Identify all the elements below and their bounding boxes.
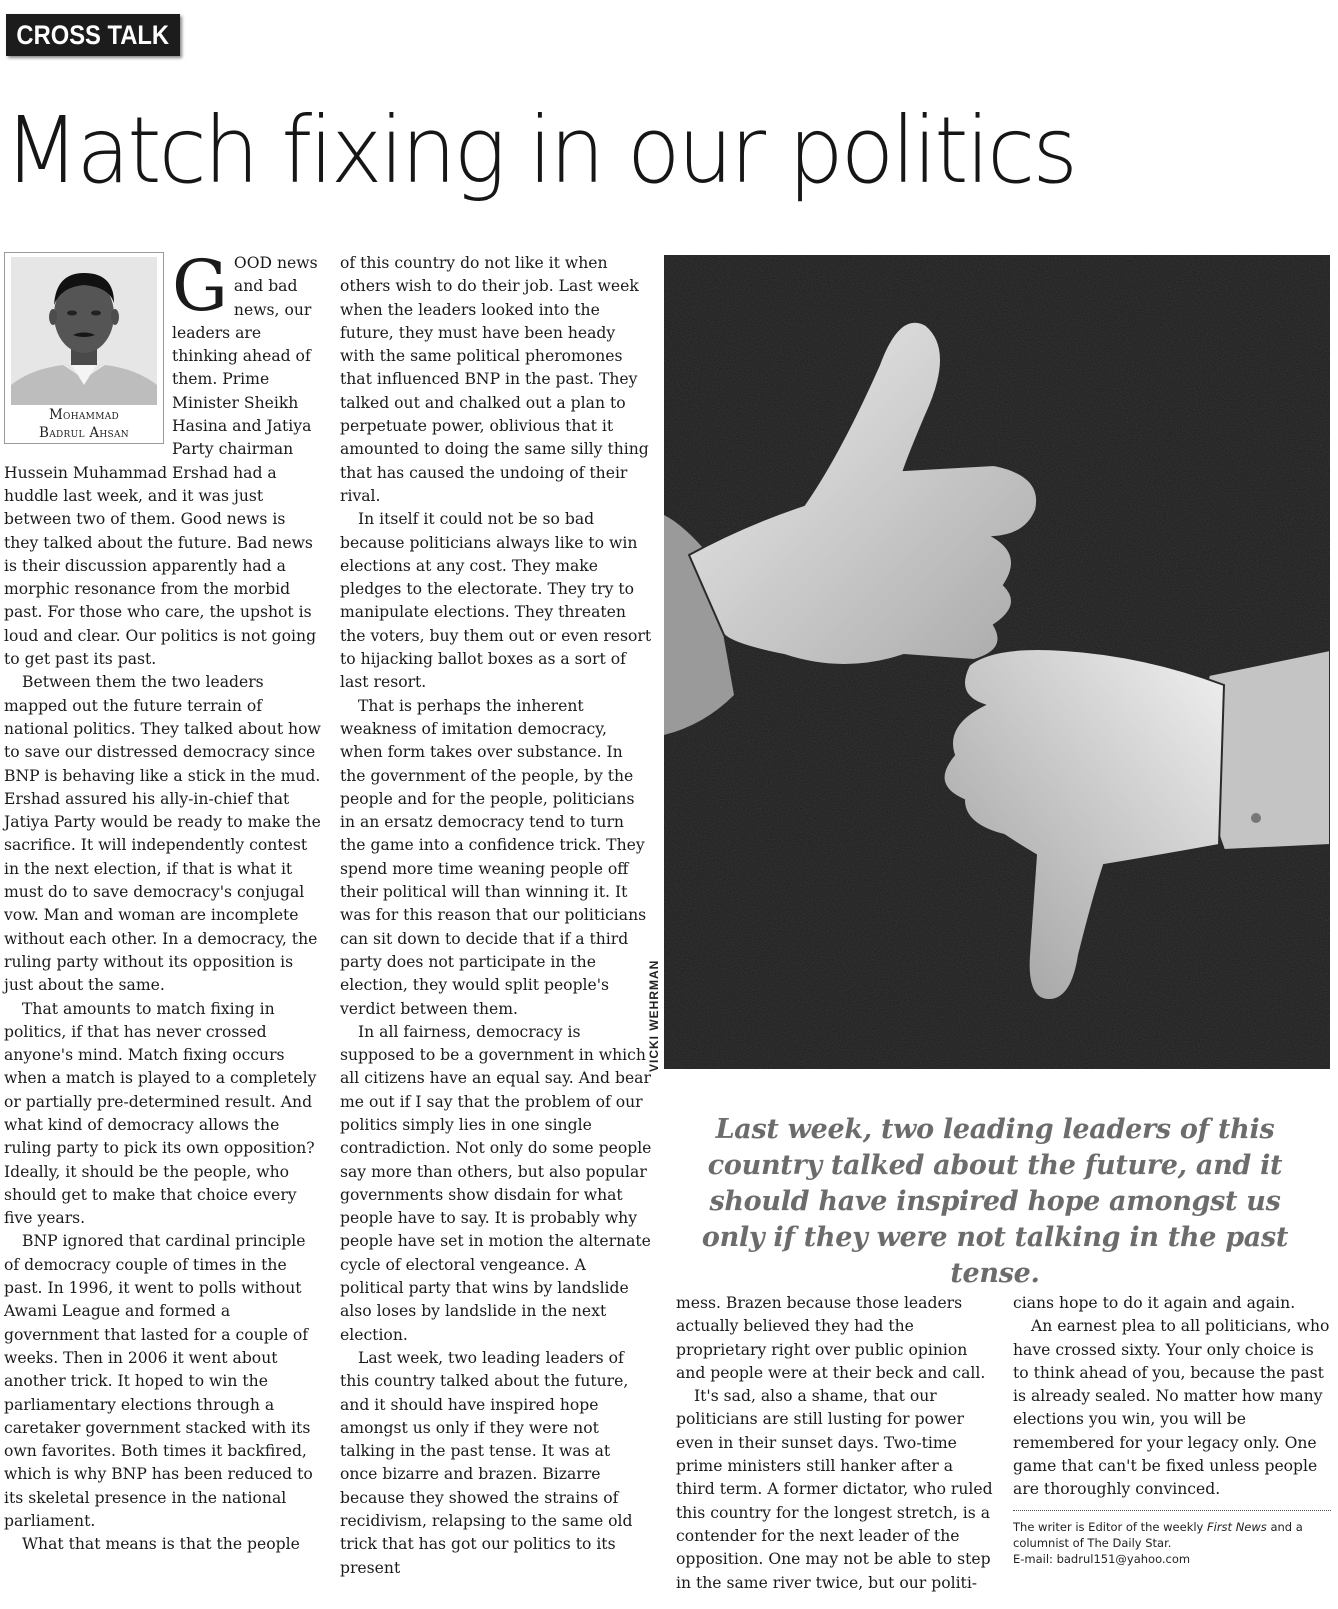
paragraph-4: BNP ignored that cardinal principle of democracy couple of times in the past. In 1996, it went to polls without Awami League and formed a government that lasted for a couple of weeks. Then in 2006 it went about another trick. It hoped to win the parliamentary elections through a caretaker government stacked with its own favorites. Both times it backfired, which is why BNP has been reduced to its skeletal presence in the national parliament. xyxy=(4,1232,313,1531)
footnote-email: E-mail: badrul151@yahoo.com xyxy=(1013,1551,1191,1566)
paragraph-5-continued: of this country do not like it when others wish to do their job. Last week when the leaders looked into the future, they must have been heady with the same political pheromones that influenced BNP in the past. They talked out and chalked out a plan to perpetuate power, oblivious that it amounted to doing the same silly thing that has caused the undoing of their rival. xyxy=(340,254,649,505)
article-column-2 xyxy=(340,252,652,1580)
author-name-line2: Badrul Ahsan xyxy=(38,425,129,441)
paragraph-1-text: news and bad news, our leaders are thinking ahead of them. Prime Minister Sheikh Hasina and Jatiya Party chairman Hussein Muhammad Ershad had a huddle last week, and it was just between two of them. Good news is they talked about the future. Bad news is their discussion apparently had a morphic resonance from the morbid past. For those who care, the upshot is loud and clear. Our politics is not going to get past its past. xyxy=(4,254,318,669)
illustration-credit: VICKI WEHRMAN xyxy=(647,959,661,1072)
drop-cap: G xyxy=(172,245,228,327)
paragraph-11: An earnest plea to all politicians, who have crossed sixty. Your only choice is to think ahead of you, because the past is already sealed. No matter how many elections you win, you will be remembered for your legacy only. One game that can't be fixed unless people are thoroughly convinced. xyxy=(1013,1317,1330,1499)
author-name-line1: Mohammad xyxy=(48,407,120,423)
paragraph-10: It's sad, also a shame, that our politicians are still lusting for power even in their sunset days. Two-time prime ministers still hanker after a third term. A former dictator, who ruled this country for the longest stretch, is a contender for the next leader of the opposition. One may not be able to step in the same river twice, but our politi- xyxy=(676,1387,993,1592)
lead-caps: OOD xyxy=(233,254,272,272)
paragraph-2: Between them the two leaders mapped out the future terrain of national politics. They talked about how to save our distressed democracy since BNP is behaving like a stick in the mud. Ershad assured his ally-in-chief that Jatiya Party would be ready to make the sacrifice. It will independently contest in the next election, if that is what it must do to save democracy's conjugal vow. Man and woman are incomplete without each other. In a democracy, the ruling party without its opposition is just about the same. xyxy=(4,673,321,995)
paragraph-6: In itself it could not be so bad because politicians always like to win elections at any cost. They make pledges to the electorate. They try to manipulate elections. They threaten the voters, buy them out or even resort to hijacking ballot boxes as a sort of last resort. xyxy=(340,510,652,692)
footnote-text-1: The writer is Editor of the weekly xyxy=(1013,1519,1208,1534)
footnote-text-2: and a columnist of The Daily Star. xyxy=(1013,1519,1303,1550)
paragraph-7: That is perhaps the inherent weakness of imitation democracy, when form takes over substance. In the government of the people, by the people and for the people, politicians in an ersatz democracy tend to turn the game into a confidence trick. They spend more time weaning people off their political will than winning it. It was for this reason that our politicians can sit down to decide that if a third party does not participate in the election, they would split people's verdict between them. xyxy=(340,696,647,1018)
pull-quote: Last week, two leading leaders of this country talked about the future, and it should have inspired hope amongst us only if they were not talking in the past tense. xyxy=(701,1114,1289,1289)
headline: Match fixing in our politics xyxy=(4,97,1076,204)
paragraph-10-continued: cians hope to do it again and again. xyxy=(1013,1294,1296,1312)
paragraph-9-start: Last week, two leading leaders of this country talked about the future, and it should have inspired hope amongst us only if they were not talking in the past tense. It was at once bizarre and brazen. Bizarre because they showed the strains of recidivism, relapsing to the same old trick that has got our politics to its present xyxy=(340,1348,633,1577)
article-column-3 xyxy=(676,1292,996,1595)
section-tag xyxy=(6,14,180,56)
thumbs-up-thumbs-down-illustration xyxy=(664,255,1330,1069)
footnote-divider xyxy=(1013,1510,1331,1511)
author-box xyxy=(4,252,164,444)
paragraph-3: That amounts to match fixing in politics, if that has never crossed anyone's mind. Match fixing occurs when a match is played to a completely or partially pre-determined result. And what kind of democracy allows the ruling party to pick its own opposition? Ideally, it should be the people, who should get to make that choice every five years. xyxy=(4,999,317,1228)
paragraph-5-start: What that means is that the people xyxy=(22,1535,300,1554)
author-footnote xyxy=(1013,1519,1331,1567)
article-column-1 xyxy=(4,245,322,1557)
paragraph-9-continued: mess. Brazen because those leaders actually believed they had the proprietary right over public opinion and people were at their beck and call. xyxy=(676,1294,986,1382)
footnote-publication: First News xyxy=(1207,1519,1267,1534)
section-tag-label: CROSS TALK xyxy=(16,19,170,50)
author-photo xyxy=(11,257,157,405)
article-column-4 xyxy=(1013,1292,1331,1567)
paragraph-8: In all fairness, democracy is supposed to be a government in which all citizens have an equal say. And bear me out if I say that the problem of our politics simply lies in one single contradiction. Not only do some people say more than others, but also popular governments show disdain for what people have to say. It is probably why people have set in motion the alternate cycle of electoral vengeance. A political party that wins by landslide also loses by landslide in the next election. xyxy=(340,1022,652,1344)
